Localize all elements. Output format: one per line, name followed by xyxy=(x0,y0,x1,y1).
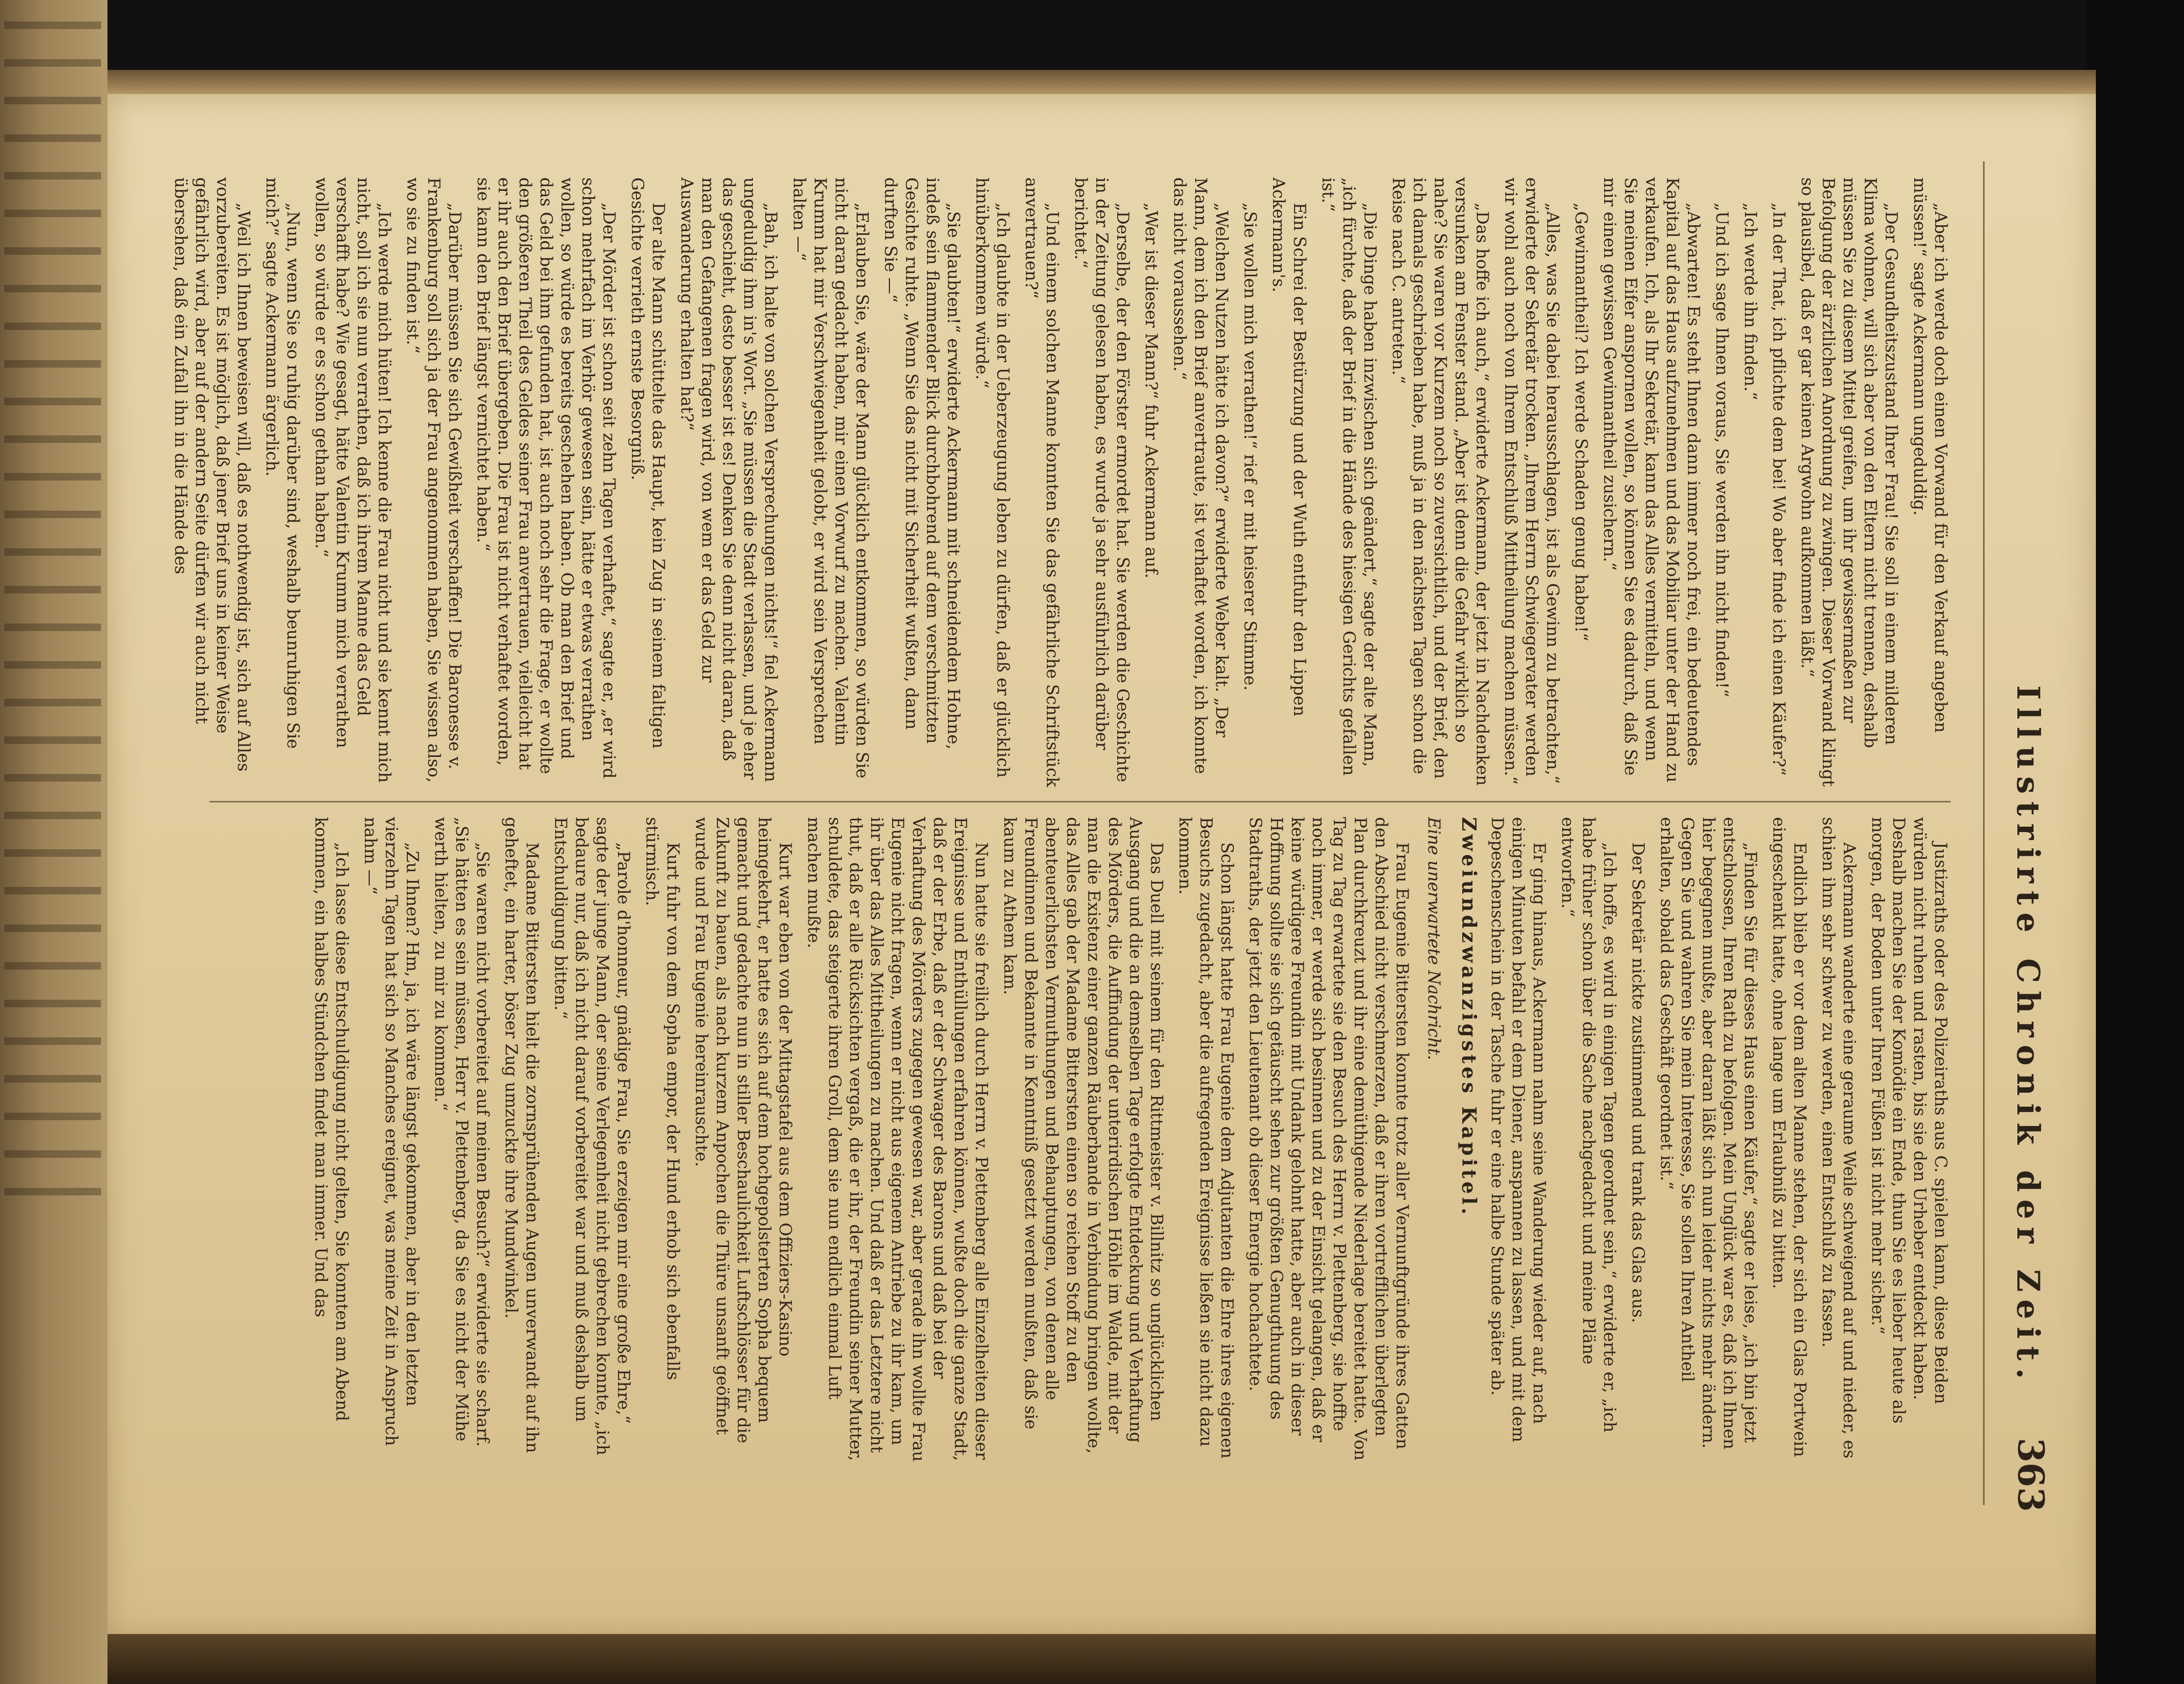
running-title: Illustrirte Chronik der Zeit. xyxy=(2010,685,2046,1387)
paragraph: „Sie glaubten!“ erwiderte Ackermann mit schneidendem Hohne, indeß sein flammender Blick durchbohrend auf dem verschmitzten Gesichte ruhte. „Wenn Sie das nicht mit Sicherheit wußten, dann durften Sie —“ xyxy=(881,177,963,750)
paragraph: Madame Bittersten hielt die zornsprühenden Augen unverwandt auf ihn geheftet, ein harter, böser Zug umzuckte ihre Mundwinkel. xyxy=(501,817,542,1453)
page-number: 363 xyxy=(2010,1438,2052,1512)
paragraph: „Darüber müssen Sie sich Gewißheit verschaffen! Die Baronesse v. Frankenburg soll sich ja der Frau angenommen haben, Sie wissen also, wo sie zu finden ist.“ xyxy=(403,177,464,783)
paragraph: „Sie waren nicht vorbereitet auf meinen Besuch?“ erwiderte sie scharf. „Sie hätten es sein müssen, Herr v. Plettenberg, da Sie es nicht der Mühe werth hielten, zu mir zu kommen.“ xyxy=(431,817,492,1447)
chapter-title: Zweiundzwanzigstes Kapitel. xyxy=(1457,817,1480,1218)
background-dark xyxy=(2085,0,2184,1684)
previous-page-edge xyxy=(0,0,107,1684)
paragraph: Justizraths oder des Polizeiraths aus C. spielen kann, diese Beiden würden nicht ruhen und rasten, bis sie den Urheber entdeckt haben. Deshalb machen Sie der Komödie ein Ende, thun Sie es lieber heute als morgen, der Boden unter Ihren Füßen ist nicht mehr sicher.“ xyxy=(1868,817,1950,1424)
paragraph: „Der Mörder ist schon seit zehn Tagen verhaftet,“ sagte er, „er wird schon mehrfach im Verhör gewesen sein, hätte er etwas verrathen wollen, so würde es bereits geschehen haben. Ob man den Brief und das Geld bei ihm gefunden hat, ist auch noch sehr die Frage, er wollte den größeren Theil des Geldes seiner Frau anvertrauen, vielleicht hat er ihr auch den Brief übergeben. Die Frau ist nicht verhaftet worden, sie kann den Brief längst vernichtet haben.“ xyxy=(473,177,619,779)
paragraph: „Und einem solchen Manne konnten Sie das gefährliche Schriftstück anvertrauen?“ xyxy=(1022,177,1062,787)
paragraph: Ein Schrei der Bestürzung und der Wuth entfuhr den Lippen Ackermann's. xyxy=(1269,177,1309,716)
paragraph: „Finden Sie für dieses Haus einen Käufer,“ sagte er leise, „ich bin jetzt entschlossen, Ihren Rath zu befolgen. Mein Unglück war es, daß ich Ihnen hier begegnen mußte, aber daran läßt sich nun leider nichts mehr ändern. Gegen Sie und wahren Sie mein Interesse, Sie sollen Ihren Antheil erhalten, sobald das Geschäft geordnet ist.“ xyxy=(1657,817,1760,1450)
paragraph: „Abwarten! Es steht Ihnen dann immer noch frei, ein bedeutendes Kapital auf das Haus aufzunehmen und das Mobiliar unter der Hand zu verkaufen. Ich, als Ihr Sekretär, kann das Alles vermitteln, und wenn Sie meinen Eifer anspornen wollen, so können Sie es dadurch, daß Sie mir einen gewissen Gewinnantheil zusichern.“ xyxy=(1600,177,1703,783)
paragraph: „Das hoffe ich auch,“ erwiderte Ackermann, der jetzt in Nachdenken versunken am Fenster stand. „Aber ist denn die Gefahr wirklich so nahe? Sie waren vor Kurzem noch so zuversichtlich, und der Brief, den ich damals geschrieben habe, muß ja in den nächsten Tagen schon die Reise nach C. antreten.“ xyxy=(1389,177,1492,786)
paragraph: „Parole d'honneur, gnädige Frau, Sie erzeigen mir eine große Ehre,“ sagte der junge Mann, der seine Verlegenheit nicht gebrechen konnte, „ich bedaure nur, daß ich nicht darauf vorbereitet war und muß deshalb um Entschuldigung bitten.“ xyxy=(551,817,633,1456)
paragraph: „Erlauben Sie, wäre der Mann glücklich entkommen, so würden Sie nicht daran gedacht haben, mir einen Vorwurf zu machen. Valentin Krumm hat mir Verschwiegenheit gelobt, er wird sein Versprechen halten —“ xyxy=(789,177,872,778)
paragraph: „Ich werde mich hüten! Ich kenne die Frau nicht und sie kennt mich nicht, soll ich sie nun verrathen, daß ich ihrem Manne das Geld verschafft habe? Wie gesagt, hätte Valentin Krumm mich verrathen wollen, so würde er es schon gethan haben.“ xyxy=(312,177,394,783)
paragraph: „Welchen Nutzen hätte ich davon?“ erwiderte Weber kalt. „Der Mann, dem ich den Brief anvertraute, ist verhaftet worden, ich konnte das nicht voraussehen.“ xyxy=(1170,177,1231,774)
column-divider xyxy=(210,801,1951,802)
paragraph: „Die Dinge haben inzwischen sich geändert,“ sagte der alte Mann, „ich fürchte, daß der Brief in die Hände des hiesigen Gerichts gefallen ist.“ xyxy=(1318,177,1380,776)
paragraph: Er ging hinaus, Ackermann nahm seine Wanderung wieder auf, nach einigen Minuten befahl er dem Diener, anspannen zu lassen, und mit dem Depeschenschein in der Tasche fuhr er eine halbe Stunde später ab. xyxy=(1488,817,1549,1443)
paragraph: Der alte Mann schüttelte das Haupt, kein Zug in seinem faltigen Gesichte verrieth ernste Besorgniß. xyxy=(628,177,668,748)
paragraph: „Nun, wenn Sie so ruhig darüber sind, weshalb beunruhigen Sie mich?“ sagte Ackermann ärgerlich. xyxy=(262,177,303,749)
paragraph: „Zu Ihnen? Hm, ja, ich wäre längst gekommen, aber in den letzten vierzehn Tagen hat sich so Manches ereignet, was meine Zeit in Anspruch nahm —“ xyxy=(361,817,422,1446)
paragraph: „Ich hoffe, es wird in einigen Tagen geordnet sein,“ erwiderte er, „ich habe früher schon über die Sache nachgedacht und meine Pläne entworfen.“ xyxy=(1558,817,1619,1432)
paragraph: „Ich lasse diese Entschuldigung nicht gelten, Sie konnten am Abend kommen, ein halbes Stündchen findet man immer. Und das xyxy=(311,817,351,1421)
header-rule xyxy=(1983,161,1985,1505)
paragraph: Endlich blieb er vor dem alten Manne stehen, der sich ein Glas Portwein eingeschenkt hatte, ohne lange um Erlaubniß zu bitten. xyxy=(1769,817,1809,1457)
paragraph: Das Duell mit seinem für den Rittmeister v. Billnitz so unglücklichen Ausgang und die an demselben Tage erfolgte Entdeckung und Verhaftung des Mörders, die Auffindung der unterirdischen Höhle im Walde, mit der man die Existenz einer ganzen Räuberbande in Verbindung bringen wollte, das Alles gab der Madame Bittersten einen so reichen Stoff zu den abenteuerlichsten Vermuthungen und Behauptungen, von denen alle Freundinnen und Bekannte in Kenntniß gesetzt werden mußten, daß sie kaum zu Athem kam. xyxy=(1000,817,1166,1454)
paragraph: „Und ich sage Ihnen voraus, Sie werden ihn nicht finden!“ xyxy=(1712,202,1732,697)
chapter-subtitle: Eine unerwartete Nachricht. xyxy=(1424,817,1443,1060)
paragraph: „Gewinnantheil? Ich werde Schaden genug haben!“ xyxy=(1571,202,1591,641)
paragraph: „Ich werde ihn finden.“ xyxy=(1741,202,1760,400)
running-header xyxy=(1988,94,2064,1637)
paragraph: „Derselbe, der den Förster ermordet hat. Sie werden die Geschichte in der Zeitung gelesen haben, es wurde ja sehr ausführlich darüber berichtet.“ xyxy=(1071,177,1132,782)
text-column-left xyxy=(171,177,1951,790)
text-column-right xyxy=(210,817,1951,1462)
paragraph: Nun hatte sie freilich durch Herrn v. Plettenberg alle Einzelheiten dieser Ereignisse und Enthüllungen erfahren können, wußte doch die ganze Stadt, daß er der Erbe, daß er der Schwager des Barons und daß bei der Verhaftung des Mörders zugegen gewesen war, aber gerade ihn wollte Frau Eugenie nicht fragen, wenn er nicht aus eigenem Antriebe zu ihr kam, um ihr über das Alles Mittheilungen zu machen. Und daß er das Letztere nicht thut, daß er alle Rücksichten vergaß, die er ihr, der Freundin seiner Mutter, schuldete, das steigerte ihren Groll, dem sie nun endlich einmal Luft machen mußte. xyxy=(804,817,991,1462)
paragraph: Frau Eugenie Bittersten konnte trotz aller Vernunftgründe ihres Gatten den Abschied nicht verschmerzen, daß er ihren vortrefflichen überlegten Plan durchkreuzt und ihr eine demüthigende Niederlage bereitet hatte. Von Tag zu Tag erwartete sie den Besuch des Herrn v. Plettenberg, sie hoffte noch immer, er werde sich besinnen und zu der Einsicht gelangen, daß er keine würdigere Freundin mit Undank gelohnt hatte, aber auch in dieser Hoffnung sollte sie sich getäuscht sehen zur größten Genugthuung des Stadtraths, der jetzt den Lieutenant ob dieser Energie hochachtete. xyxy=(1246,817,1412,1461)
paragraph: „Aber ich werde doch einen Vorwand für den Verkauf angeben müssen!“ sagte Ackermann ungeduldig. xyxy=(1910,177,1950,733)
paragraph: „Der Gesundheitszustand Ihrer Frau! Sie soll in einem milderen Klima wohnen, will sich aber von den Eltern nicht trennen, deshalb müssen Sie zu diesem Mittel greifen, um ihr gewissermaßen zur Befolgung der ärztlichen Anordnung zu zwingen. Dieser Vorwand klingt so plausibel, daß er gar keinen Argwohn aufkommen läßt.“ xyxy=(1798,177,1901,787)
paragraph: „Wer ist dieser Mann?“ fuhr Ackermann auf. xyxy=(1141,202,1161,578)
paragraph: „Ich glaubte in der Ueberzeugung leben zu dürfen, daß er glücklich hinüberkommen würde.“ xyxy=(972,177,1012,778)
paragraph: Der Sekretär nickte zustimmend und trank das Glas aus. xyxy=(1628,842,1648,1323)
paragraph: Ackermann wanderte eine geraume Weile schweigend auf und nieder, es schien ihm sehr schwer zu werden, einen Entschluß zu fassen. xyxy=(1819,817,1859,1458)
paragraph: Kurt fuhr von dem Sopha empor, der Hund erhob sich ebenfalls stürmisch. xyxy=(642,817,682,1380)
page-bottom-edge xyxy=(107,1634,2096,1684)
paragraph: Schon längst hatte Frau Eugenie dem Adjutanten die Ehre ihres eigenen Besuchs zugedacht, aber die aufregenden Ereignisse ließen sie nicht dazu kommen. xyxy=(1175,817,1237,1458)
paragraph: „Sie wollen mich verrathen!“ rief er mit heiserer Stimme. xyxy=(1240,202,1260,691)
paragraph: Kurt war eben von der Mittagstafel aus dem Offiziers-Kasino heimgekehrt, er hatte es sich auf dem hochgepolsterten Sopha bequem gemacht und gedachte nun in stiller Beschaulichkeit Luftschlösser für die Zukunft zu bauen, als nach kurzem Anpochen die Thüre unsanft geöffnet wurde und Frau Eugenie hereinrauschte. xyxy=(692,817,795,1444)
paragraph: „Weil ich Ihnen beweisen will, daß es nothwendig ist, sich auf Alles vorzubereiten. Es ist möglich, daß jener Brief uns in keiner Weise gefährlich wird, aber auf der andern Seite dürfen wir auch nicht übersehen, daß ein Zufall ihn in die Hände des xyxy=(171,177,253,771)
paragraph: „Alles, was Sie dabei herausschlagen, ist als Gewinn zu betrachten,“ erwiderte der Sekretär trocken. „Ihrem Herrn Schwiegervater werden wir wohl auch noch von Ihrem Entschluß Mittheilung machen müssen.“ xyxy=(1501,177,1562,785)
paragraph: „Bah, ich halte von solchen Versprechungen nichts!“ fiel Ackermann ungeduldig ihm in's Wort. „Sie müssen die Stadt verlassen, und je eher das geschieht, desto besser ist es! Denken Sie denn nicht daran, daß man den Gefangenen fragen wird, von wem er das Geld zur Auswanderung erhalten hat?“ xyxy=(677,177,780,782)
paragraph: „In der That, ich pflichte dem bei! Wo aber finde ich einen Käufer?“ xyxy=(1769,202,1788,776)
